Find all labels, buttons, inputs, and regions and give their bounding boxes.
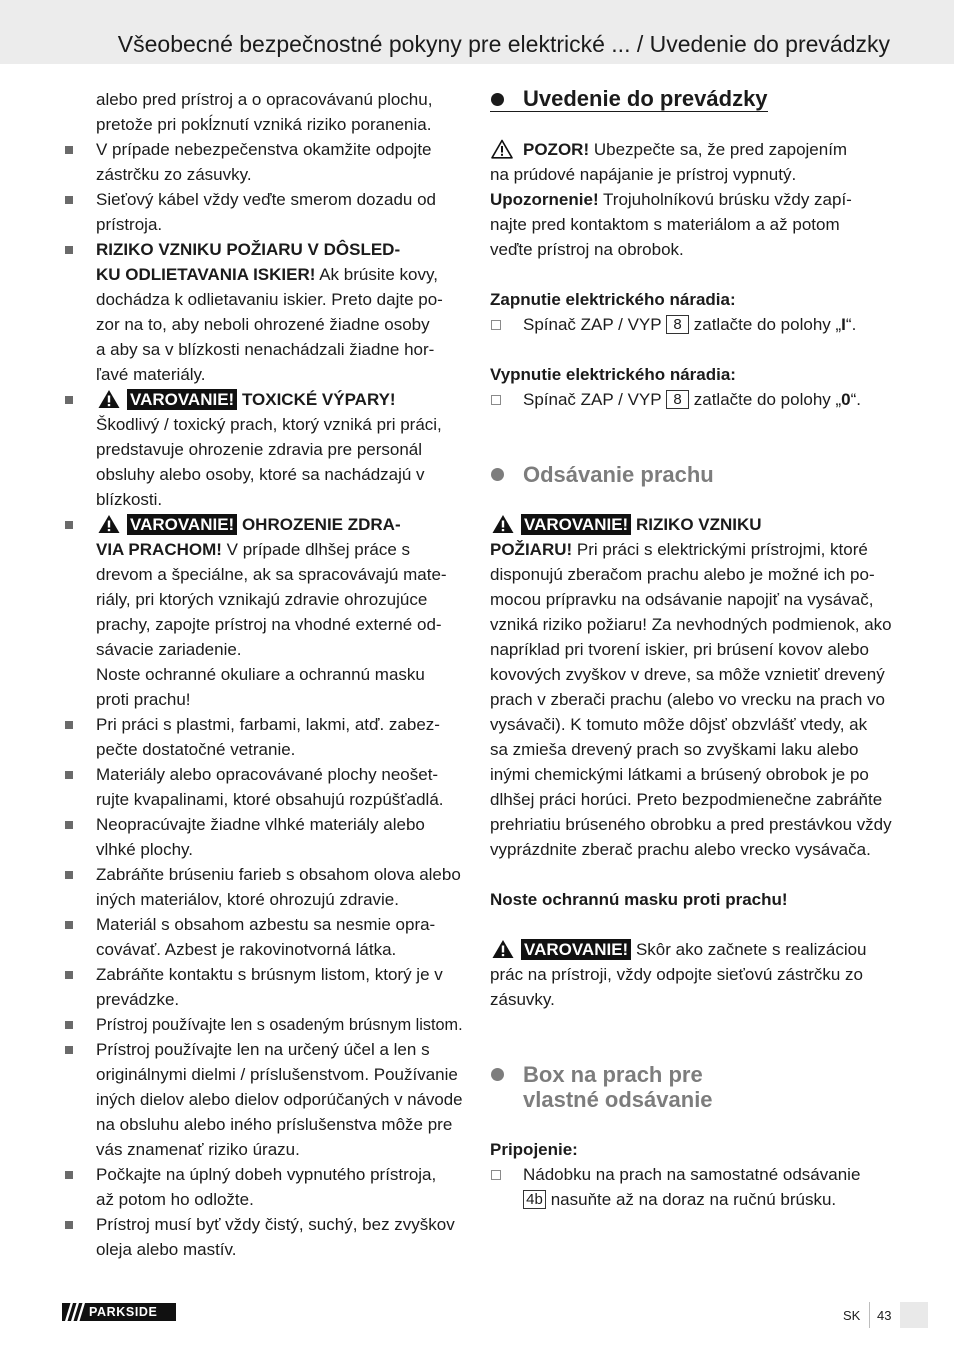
text-line (490, 362, 892, 387)
text-run: prachy, zapojte prístroj na vhodné externé od- (96, 615, 442, 634)
text-run: riály, pri ktorých vznikajú zdravie ohrozujúce (96, 590, 428, 609)
text-run: Zabráňte kontaktu s brúsnym listom, ktorý je v (96, 965, 443, 984)
text-line (96, 562, 463, 587)
text-run: Ak brúsite kovy, (315, 265, 438, 284)
text-line (96, 962, 463, 987)
bullet-item (62, 137, 463, 187)
text-line (96, 262, 463, 287)
text-line (96, 237, 463, 262)
warning-outline-icon (491, 139, 513, 159)
text-run: covávať. Azbest je rakovinotvorná látka. (96, 940, 397, 959)
text-line (490, 137, 892, 162)
square-bullet-icon (65, 1046, 73, 1054)
warning-badge: VAROVANIE! (521, 939, 631, 960)
text-run: vlhké plochy. (96, 840, 194, 859)
text-line (490, 637, 892, 662)
paragraph (490, 512, 892, 862)
square-bullet-icon (65, 871, 73, 879)
text-run: obsluhy alebo osoby, ktoré sa nachádzajú v (96, 465, 425, 484)
text-line (490, 1137, 892, 1162)
page-header (0, 0, 954, 64)
text-run: dlhšej práci horúci. Preto bezpodmienečne zabráňte (490, 790, 883, 809)
text-line (96, 512, 463, 537)
text-run: drevom a špeciálne, ak sa spracovávajú mate- (96, 565, 447, 584)
text-run: vlastné odsávanie (523, 1087, 713, 1112)
text-line (490, 712, 892, 737)
text-line (490, 662, 892, 687)
bullet-item (62, 1037, 463, 1162)
bold-text: TOXICKÉ VÝPARY! (237, 390, 396, 409)
bold-text: POŽIARU! (490, 540, 573, 559)
text-run: Nádobku na prach na samostatné odsávanie (523, 1165, 861, 1184)
paragraph (490, 887, 892, 912)
bullet-item (62, 237, 463, 387)
square-bullet-icon (65, 396, 73, 404)
text-run: Neopracúvajte žiadne vlhké materiály alebo (96, 815, 425, 834)
footer-divider (869, 1302, 870, 1328)
text-run: Pri práci s plastmi, farbami, lakmi, atď. zabez- (96, 715, 440, 734)
page-number: 43 (877, 1308, 892, 1323)
bold-text: VIA PRACHOM! (96, 540, 222, 559)
page-title: Všeobecné bezpečnostné pokyny pre elektrické ... / Uvedenie do prevádzky (117, 31, 890, 57)
text-line (96, 937, 463, 962)
square-bullet-icon (65, 196, 73, 204)
text-run: blízkosti. (96, 490, 163, 509)
bold-text: Upozornenie! (490, 190, 599, 209)
text-run: V prípade dlhšej práce s (221, 540, 410, 559)
text-line (96, 1062, 463, 1087)
bullet-item (62, 862, 463, 912)
text-run: Prístroj používajte len s osadeným brúsnym listom. (96, 1015, 463, 1034)
text-run: Skôr ako začnete s realizáciou (631, 940, 867, 959)
text-run: rujte kvapalinami, ktoré obsahujú rozpúšťadlá. (96, 790, 444, 809)
text-run: iných materiálov, ktoré ohrozujú zdravie. (96, 890, 399, 909)
text-line (96, 637, 463, 662)
text-run: Pripojenie: (490, 1140, 578, 1159)
text-line (490, 937, 892, 962)
text-run: proti prachu! (96, 690, 191, 709)
text-run: Prístroj musí byť vždy čistý, suchý, bez zvyškov (96, 1215, 455, 1234)
text-line (96, 1012, 463, 1037)
warning-badge: VAROVANIE! (127, 514, 237, 535)
text-run: napríklad pri tvorení iskier, pri brúsení kovov alebo (490, 640, 869, 659)
bold-text: RIZIKO VZNIKU POŽIARU V DÔSLED- (96, 240, 401, 259)
step-square-icon (491, 395, 501, 405)
text-run: kovových zvyškov v dreve, sa môže vznietiť drevený (490, 665, 885, 684)
text-line (490, 537, 892, 562)
text-run: najte pred kontaktom s materiálom a až potom (490, 215, 840, 234)
bullet-item (62, 962, 463, 1012)
instruction-step (490, 312, 892, 337)
text-run: zatlačte do polohy „ (689, 390, 842, 409)
subheading (490, 362, 892, 387)
text-run: na obsluhu alebo iného príslušenstva môže pre (96, 1115, 453, 1134)
page-tab-marker (900, 1302, 928, 1328)
square-bullet-icon (65, 246, 73, 254)
bullet-item (62, 912, 463, 962)
bullet-item (62, 387, 463, 512)
left-column (62, 87, 463, 1262)
bold-text: RIZIKO VZNIKU (631, 515, 762, 534)
square-bullet-icon (65, 971, 73, 979)
step-square-icon (491, 1170, 501, 1180)
text-line (523, 387, 892, 412)
text-line (96, 137, 463, 162)
text-run: Pri práci s elektrickými prístrojmi, ktoré (572, 540, 868, 559)
text-line (96, 987, 463, 1012)
step-square-icon (491, 320, 501, 330)
bold-text: Noste ochrannú masku proti prachu! (490, 890, 788, 909)
text-run: na prúdové napájanie je prístroj vypnutý. (490, 165, 797, 184)
text-line (96, 1112, 463, 1137)
heading-dot-icon (491, 93, 504, 106)
bold-text: I (841, 315, 846, 334)
text-line (96, 487, 463, 512)
text-line (96, 362, 463, 387)
text-line (96, 762, 463, 787)
text-run: Box na prach pre (523, 1062, 703, 1087)
text-line (490, 987, 892, 1012)
warning-badge: VAROVANIE! (521, 514, 631, 535)
square-bullet-icon (65, 1021, 73, 1029)
text-run: zatlačte do polohy „ (689, 315, 842, 334)
logo-wordmark: PARKSIDE (89, 1305, 158, 1319)
text-run: Počkajte na úplný dobeh vypnutého prístroja, (96, 1165, 437, 1184)
text-run: mocou prípravku na odsávanie napojiť na vysávač, (490, 590, 874, 609)
bold-text: OHROZENIE ZDRA- (237, 515, 401, 534)
square-bullet-icon (65, 721, 73, 729)
text-run: prístroja. (96, 215, 163, 234)
text-line (96, 787, 463, 812)
bullet-item (62, 187, 463, 237)
square-bullet-icon (65, 1171, 73, 1179)
text-run: Materiál s obsahom azbestu sa nesmie opra- (96, 915, 436, 934)
text-run: ľavé materiály. (96, 365, 206, 384)
text-run: sávacie zariadenie. (96, 640, 242, 659)
text-line (96, 312, 463, 337)
text-line (490, 887, 892, 912)
bullet-item (62, 512, 463, 712)
text-line (96, 737, 463, 762)
text-run: iných dielov alebo dielov odporúčaných v návode (96, 1090, 463, 1109)
text-line (490, 287, 892, 312)
bold-text: 0 (841, 390, 851, 409)
text-line (523, 1187, 892, 1212)
text-line (96, 1087, 463, 1112)
warning-triangle-icon (98, 389, 120, 409)
text-run: V prípade nebezpečenstva okamžite odpojte (96, 140, 432, 159)
text-line (523, 1087, 892, 1112)
bullet-item (62, 1212, 463, 1262)
warning-triangle-icon (492, 939, 514, 959)
text-run: dochádza k odlietavaniu iskier. Preto dajte po- (96, 290, 443, 309)
text-run: alebo pred prístroj a o opracovávanú plochu, (96, 90, 433, 109)
text-line (523, 312, 892, 337)
text-run: vysávači). K tomuto môže dôjsť obzvlášť vtedy, ak (490, 715, 868, 734)
text-run: oleja alebo mastív. (96, 1240, 237, 1259)
heading-dot-icon (491, 1068, 504, 1081)
text-line (96, 212, 463, 237)
text-line (96, 912, 463, 937)
part-number-box: 8 (666, 315, 689, 334)
text-run: pretože pri pokĺznutí vzniká riziko poranenia. (96, 115, 432, 134)
square-bullet-icon (65, 921, 73, 929)
bullet-item (62, 1162, 463, 1212)
section-heading (490, 87, 768, 112)
text-line (96, 287, 463, 312)
text-line (490, 187, 892, 212)
text-run: vás znamenať riziko úrazu. (96, 1140, 300, 1159)
text-line (96, 537, 463, 562)
paragraph (490, 937, 892, 1012)
section-heading (490, 462, 892, 487)
text-line (96, 887, 463, 912)
instruction-step (490, 1162, 892, 1212)
text-line (96, 712, 463, 737)
text-run: “. (850, 390, 862, 409)
text-run: Vypnutie elektrického náradia: (490, 365, 736, 384)
text-line (96, 1037, 463, 1062)
text-run: veďte prístroj na obrobok. (490, 240, 684, 259)
square-bullet-icon (65, 1221, 73, 1229)
text-run: Prístroj používajte len na určený účel a len s (96, 1040, 430, 1059)
warning-triangle-icon (98, 514, 120, 534)
text-line (490, 812, 891, 837)
text-line (490, 687, 892, 712)
parkside-logo (62, 1303, 176, 1321)
heading-dot-icon (491, 468, 504, 481)
text-run: “. (845, 315, 857, 334)
logo-stripes-icon (62, 1303, 86, 1321)
text-run: Spínač ZAP / VYP (523, 390, 667, 409)
paragraph (490, 137, 892, 262)
text-run: zásuvky. (490, 990, 555, 1009)
text-run: Sieťový kábel vždy veďte smerom dozadu od (96, 190, 436, 209)
text-run: Odsávanie prachu (523, 462, 714, 487)
section-heading (490, 1062, 892, 1112)
language-code: SK (843, 1308, 861, 1323)
subheading (490, 287, 892, 312)
text-run: Trojuholníkovú brúsku vždy zapí- (598, 190, 852, 209)
text-line (96, 87, 463, 112)
text-run: Spínač ZAP / VYP (523, 315, 667, 334)
part-number-box: 8 (666, 390, 689, 409)
text-line (96, 612, 463, 637)
text-line (96, 662, 463, 687)
warning-badge: VAROVANIE! (127, 389, 237, 410)
text-line (523, 1062, 892, 1087)
text-line (96, 812, 463, 837)
text-line (96, 1162, 463, 1187)
text-line (96, 1137, 463, 1162)
part-number-box: 4b (523, 1190, 546, 1209)
text-run: Zapnutie elektrického náradia: (490, 290, 736, 309)
text-run: nasuňte až na doraz na ručnú brúsku. (546, 1190, 837, 1209)
text-run: vzniká riziko požiaru! Za nevhodných podmienok, ako (490, 615, 892, 634)
text-line (490, 562, 892, 587)
text-line (96, 837, 463, 862)
text-run: pečte dostatočné vetranie. (96, 740, 296, 759)
text-run: sa zmieša drevený prach so zvyškami laku alebo (490, 740, 859, 759)
paragraph (62, 87, 463, 137)
text-line (96, 387, 463, 412)
text-line (490, 762, 892, 787)
square-bullet-icon (65, 146, 73, 154)
text-line (96, 462, 463, 487)
text-run: až potom ho odložte. (96, 1190, 254, 1209)
text-run: prehriatiu brúseného obrobku a pred prestávkou vždy (490, 815, 892, 834)
text-run: Zabráňte brúseniu farieb s obsahom olova alebo (96, 865, 461, 884)
bullet-item (62, 812, 463, 862)
text-line (96, 412, 463, 437)
text-run: Škodlivý / toxický prach, ktorý vzniká pri práci, (96, 415, 442, 434)
warning-triangle-icon (492, 514, 514, 534)
text-line (490, 962, 892, 987)
text-run: disponujú zberačom prachu alebo je možné ich po- (490, 565, 875, 584)
text-line (523, 87, 768, 111)
bullet-item (62, 762, 463, 812)
bullet-item (62, 712, 463, 762)
bold-text: POZOR! (523, 140, 590, 159)
square-bullet-icon (65, 771, 73, 779)
instruction-step (490, 387, 892, 412)
text-line (490, 237, 892, 262)
text-line (96, 687, 463, 712)
text-line (96, 1187, 463, 1212)
text-run: inými chemickými látkami a brúsený obrobok je po (490, 765, 869, 784)
text-run: predstavuje ohrozenie zdravia pre personál (96, 440, 423, 459)
text-run: zor na to, aby neboli ohrozené žiadne osoby (96, 315, 430, 334)
text-run: prach v zberači prachu (alebo vo vrecku na prach vo (490, 690, 885, 709)
text-run: originálnymi dielmi / príslušenstvom. Používanie (96, 1065, 458, 1084)
text-run: vyprázdnite zberač prachu alebo vrecko vysávača. (490, 840, 871, 859)
text-line (96, 337, 463, 362)
text-run: prevádzke. (96, 990, 180, 1009)
text-line (490, 212, 892, 237)
text-line (490, 612, 890, 637)
text-line (96, 187, 463, 212)
text-line (96, 587, 463, 612)
text-line (96, 112, 463, 137)
square-bullet-icon (65, 821, 73, 829)
text-run: a aby sa v blízkosti nenachádzali žiadne hor- (96, 340, 435, 359)
text-line (490, 512, 892, 537)
text-run: Ubezpečte sa, že pred zapojením (589, 140, 848, 159)
text-run: Materiály alebo opracovávané plochy neošet- (96, 765, 439, 784)
text-line (523, 1162, 892, 1187)
text-run: zástrčku zo zásuvky. (96, 165, 252, 184)
bold-text: KU ODLIETAVANIA ISKIER! (96, 265, 316, 284)
text-line (96, 1212, 463, 1237)
subheading (490, 1137, 892, 1162)
text-line (490, 587, 892, 612)
bullet-item (62, 1012, 463, 1037)
text-line (96, 862, 463, 887)
text-run: prác na prístroji, vždy odpojte sieťovú zástrčku zo (490, 965, 863, 984)
text-run: Noste ochranné okuliare a ochrannú masku (96, 665, 425, 684)
text-line (96, 162, 463, 187)
square-bullet-icon (65, 521, 73, 529)
text-line (523, 462, 892, 487)
text-run: Uvedenie do prevádzky (523, 86, 768, 111)
text-line (96, 437, 463, 462)
text-line (490, 837, 892, 862)
text-line (490, 787, 892, 812)
text-line (490, 162, 892, 187)
right-column (490, 87, 892, 1212)
text-line (96, 1237, 463, 1262)
text-line (490, 737, 892, 762)
